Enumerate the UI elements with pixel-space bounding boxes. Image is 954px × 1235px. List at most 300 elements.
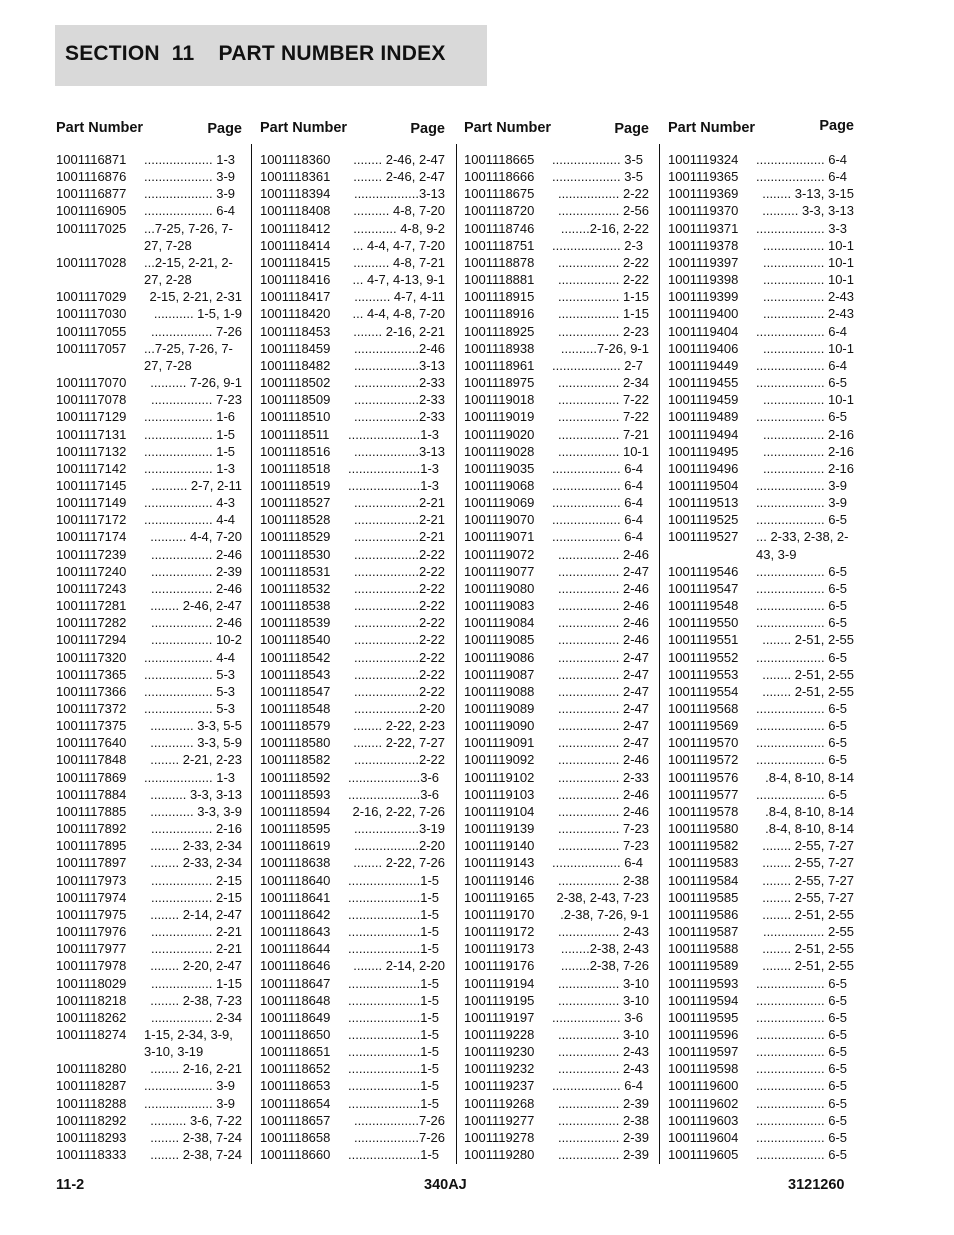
- index-entry: [668, 854, 854, 871]
- index-entry: [668, 288, 854, 305]
- page-reference: ................. 7-22: [557, 392, 649, 408]
- page-reference: ................. 2-46: [557, 803, 649, 819]
- page-reference: ................... 3-9: [144, 186, 236, 202]
- index-entry: [668, 717, 854, 734]
- page-reference: ................. 2-47: [557, 666, 649, 682]
- part-number: 1001119404: [668, 323, 739, 339]
- page-reference: ................... 3-6: [552, 1009, 644, 1025]
- page-reference: ........ 2-20, 2-47: [150, 958, 242, 974]
- part-number: 1001117145: [56, 477, 127, 493]
- page-reference: .......... 2-7, 2-11: [151, 477, 242, 493]
- part-number: 1001119513: [668, 495, 739, 511]
- index-entry: [56, 1129, 242, 1146]
- index-entry: [56, 992, 242, 1009]
- page-reference: ... 4-7, 4-13, 9-1: [352, 272, 445, 288]
- part-number: 1001117365: [56, 666, 127, 682]
- index-entry: [260, 786, 445, 803]
- part-number: 1001119146: [464, 872, 535, 888]
- page-reference: ................... 4-4: [144, 512, 236, 528]
- part-number: 1001118360: [260, 152, 331, 167]
- part-number: 1001117057: [56, 340, 127, 356]
- page-reference: ................. 2-39: [557, 1095, 649, 1111]
- part-number: 1001119554: [668, 683, 739, 699]
- entry-list: [668, 151, 854, 1163]
- index-entry: [260, 151, 445, 168]
- page-reference: ................... 6-4: [552, 477, 644, 493]
- page-reference: ................. 2-43: [557, 1061, 649, 1077]
- page-reference: ................... 6-5: [756, 718, 848, 734]
- index-entry: [464, 769, 649, 786]
- part-number: 1001118333: [56, 1147, 127, 1163]
- part-number: 1001118287: [56, 1078, 127, 1094]
- part-number: 1001118720: [464, 203, 535, 219]
- part-number: 1001119084: [464, 615, 535, 631]
- index-entry: [668, 751, 854, 768]
- page-reference: ................. 10-1: [762, 272, 854, 288]
- part-number: 1001119088: [464, 683, 535, 699]
- index-entry: [56, 1146, 242, 1163]
- index-entry: [668, 494, 854, 511]
- page-reference: ..................2-20: [353, 838, 445, 854]
- page-reference: ....................1-5: [348, 1095, 440, 1111]
- part-number: 1001118280: [56, 1061, 127, 1077]
- part-number: 1001119087: [464, 666, 535, 682]
- index-entry: [668, 580, 854, 597]
- part-number: 1001119603: [668, 1112, 739, 1128]
- part-number: 1001119594: [668, 992, 739, 1008]
- part-number: 1001119597: [668, 1044, 739, 1060]
- index-entry: [260, 1009, 445, 1026]
- part-number: 1001119596: [668, 1026, 739, 1042]
- index-entry: [464, 872, 649, 889]
- page-reference: .......... 3-6, 7-22: [150, 1112, 242, 1128]
- part-number: 1001119195: [464, 992, 535, 1008]
- part-number: 1001117375: [56, 718, 127, 734]
- index-entry: [260, 185, 445, 202]
- page-reference: ....................1-5: [348, 889, 440, 905]
- index-entry: [56, 443, 242, 460]
- page-reference: ................... 6-5: [756, 786, 848, 802]
- part-number: 1001117025: [56, 220, 127, 236]
- page-reference: ................... 1-6: [144, 409, 236, 425]
- index-entry: [260, 803, 445, 820]
- index-entry: [668, 700, 854, 717]
- index-entry: [668, 1095, 854, 1112]
- index-entry: [260, 872, 445, 889]
- page-reference: ................. 1-15: [150, 975, 242, 991]
- part-number: 1001117869: [56, 769, 127, 785]
- part-number: 1001119587: [668, 924, 739, 940]
- index-entry: [464, 940, 649, 957]
- part-number: 1001117372: [56, 701, 127, 716]
- header-part-number: Part Number: [56, 120, 144, 136]
- part-number: 1001117892: [56, 821, 127, 837]
- index-entry: [668, 443, 854, 460]
- page-reference: ..................2-21: [353, 512, 445, 528]
- page-reference: ................. 2-38: [557, 872, 649, 888]
- part-number: 1001119578: [668, 803, 739, 819]
- page-reference: ................. 2-46: [557, 580, 649, 596]
- part-number: 1001119370: [668, 203, 739, 219]
- part-number: 1001119092: [464, 752, 535, 768]
- index-entry: [668, 649, 854, 666]
- index-entry: [464, 511, 649, 528]
- part-number: 1001117895: [56, 838, 127, 854]
- index-entry: [668, 323, 854, 340]
- page-reference: ..................3-19: [353, 821, 445, 837]
- part-number: 1001119280: [464, 1147, 535, 1163]
- page-reference: ................... 1-3: [144, 460, 236, 476]
- page-reference: 2-38, 2-43, 7-23: [556, 889, 649, 905]
- index-entry: [668, 254, 854, 271]
- index-entry: [56, 151, 242, 168]
- part-number: 1001118666: [464, 169, 535, 185]
- page-reference: ................... 6-5: [756, 375, 848, 391]
- index-entry: [56, 614, 242, 631]
- page-reference: ................... 6-5: [756, 1044, 848, 1060]
- index-entry: [464, 254, 649, 271]
- page-reference: ................. 2-47: [557, 649, 649, 665]
- part-number: 1001118502: [260, 375, 331, 391]
- part-number: 1001119406: [668, 340, 739, 356]
- index-entry: [260, 854, 445, 871]
- page-reference: ... 4-4, 4-8, 7-20: [352, 306, 445, 322]
- index-entry: [260, 288, 445, 305]
- part-number: 1001119400: [668, 306, 739, 322]
- index-entry: [668, 237, 854, 254]
- index-entry: [56, 185, 242, 202]
- page-reference: .2-38, 7-26, 9-1: [560, 906, 649, 922]
- page-reference: ........ 2-16, 2-21: [353, 323, 445, 339]
- part-number: 1001116876: [56, 169, 127, 185]
- index-entry: [464, 185, 649, 202]
- index-entry: [464, 202, 649, 219]
- part-number: 1001119398: [668, 272, 739, 288]
- page-reference: ....................1-5: [348, 975, 440, 991]
- index-entry: [56, 734, 242, 751]
- footer-model: 340AJ: [424, 1177, 467, 1193]
- page-reference: ................... 6-5: [756, 598, 848, 614]
- page-reference: ....................1-3: [348, 460, 440, 476]
- index-entry: [56, 340, 242, 374]
- index-entry: [260, 408, 445, 425]
- index-entry: [668, 957, 854, 974]
- part-number: 1001118361: [260, 169, 331, 185]
- page-reference: .8-4, 8-10, 8-14: [765, 803, 854, 819]
- part-number: 1001119583: [668, 855, 739, 871]
- index-entry: [260, 580, 445, 597]
- part-number: 1001118579: [260, 718, 331, 734]
- index-entry: [668, 1077, 854, 1094]
- part-number: 1001118547: [260, 683, 331, 699]
- page-reference: ........ 2-33, 2-34: [150, 855, 242, 871]
- column-header: [464, 118, 649, 151]
- page-reference: ................... 2-3: [552, 237, 644, 253]
- index-entry: [260, 511, 445, 528]
- page-reference: ................. 7-22: [557, 409, 649, 425]
- page-reference: ................. 2-46: [150, 580, 242, 596]
- index-entry: [56, 426, 242, 443]
- index-entry: [464, 391, 649, 408]
- part-number: 1001119600: [668, 1078, 739, 1094]
- part-number: 1001119569: [668, 718, 739, 734]
- page-reference: ................. 7-23: [150, 392, 242, 408]
- index-entry: [668, 271, 854, 288]
- page-reference: .8-4, 8-10, 8-14: [765, 769, 854, 785]
- part-number: 1001118648: [260, 992, 331, 1008]
- part-number: 1001118595: [260, 821, 331, 837]
- part-number: 1001118529: [260, 529, 331, 545]
- page-reference: ................. 10-1: [762, 392, 854, 408]
- part-number: 1001118528: [260, 512, 331, 528]
- index-entry: [56, 323, 242, 340]
- part-number: 1001118293: [56, 1129, 127, 1145]
- part-number: 1001119527: [668, 529, 739, 545]
- page-reference: ................. 10-1: [762, 340, 854, 356]
- part-number: 1001118675: [464, 186, 535, 202]
- page-reference: ................. 2-39: [150, 563, 242, 579]
- page-reference: ........ 2-22, 7-26: [353, 855, 445, 871]
- page-reference: ................. 2-43: [557, 924, 649, 940]
- page-reference: ................. 7-26: [150, 323, 242, 339]
- index-entry: [260, 666, 445, 683]
- index-entry: [668, 975, 854, 992]
- index-entry: [668, 803, 854, 820]
- part-number: 1001118881: [464, 272, 535, 288]
- part-number: 1001119080: [464, 580, 535, 596]
- part-number: 1001119449: [668, 357, 739, 373]
- index-entry: [56, 1095, 242, 1112]
- part-number: 1001117973: [56, 872, 127, 888]
- part-number: 1001119525: [668, 512, 739, 528]
- index-entry: [464, 1009, 649, 1026]
- index-entry: [668, 151, 854, 168]
- column-header: [56, 118, 242, 151]
- part-number: 1001119176: [464, 958, 535, 974]
- part-number: 1001117240: [56, 563, 127, 579]
- index-entry: [464, 837, 649, 854]
- index-entry: [668, 769, 854, 786]
- index-entry: [668, 992, 854, 1009]
- index-entry: [668, 1060, 854, 1077]
- page-reference: .......... 4-8, 7-20: [353, 203, 445, 219]
- part-number: 1001119365: [668, 169, 739, 185]
- page-reference: ................. 3-10: [557, 1026, 649, 1042]
- index-entry: [464, 288, 649, 305]
- page-reference: ........ 2-16, 2-21: [150, 1061, 242, 1077]
- page-reference: ................... 6-5: [756, 563, 848, 579]
- column-header: [668, 118, 854, 151]
- page-reference: ................... 3-9: [144, 1078, 236, 1094]
- index-entry: [260, 460, 445, 477]
- page-reference: ................... 3-5: [552, 152, 644, 167]
- column-divider: [251, 144, 252, 1164]
- part-number: 1001118647: [260, 975, 331, 991]
- part-number: 1001118746: [464, 220, 535, 236]
- page-reference: ........ 2-46, 2-47: [353, 152, 445, 167]
- page-reference: ..................2-33: [353, 409, 445, 425]
- part-number: 1001118510: [260, 409, 331, 425]
- page-reference: ................. 2-43: [557, 1044, 649, 1060]
- part-number: 1001119584: [668, 872, 739, 888]
- footer-page-number: 11-2: [56, 1177, 85, 1193]
- part-number: 1001117131: [56, 426, 127, 442]
- part-number: 1001117897: [56, 855, 127, 871]
- index-entry: [260, 700, 445, 717]
- index-entry: [668, 597, 854, 614]
- part-number: 1001119237: [464, 1078, 535, 1094]
- part-number: 1001119397: [668, 254, 739, 270]
- index-entry: [464, 1129, 649, 1146]
- index-entry: [56, 1026, 242, 1060]
- header-part-number: Part Number: [464, 120, 552, 136]
- index-entry: [260, 1043, 445, 1060]
- index-entry: [464, 957, 649, 974]
- part-number: 1001119586: [668, 906, 739, 922]
- index-entry: [260, 443, 445, 460]
- index-entry: [668, 477, 854, 494]
- page-reference: ................... 6-5: [756, 615, 848, 631]
- index-entry: [260, 323, 445, 340]
- page-reference: ..................2-21: [353, 495, 445, 511]
- part-number: 1001119086: [464, 649, 535, 665]
- part-number: 1001117174: [56, 529, 127, 545]
- part-number: 1001117885: [56, 803, 127, 819]
- part-number: 1001118288: [56, 1095, 127, 1111]
- part-number: 1001118482: [260, 357, 331, 373]
- part-number: 1001118262: [56, 1009, 127, 1025]
- index-entry: [464, 1146, 649, 1163]
- part-number: 1001118218: [56, 992, 127, 1008]
- part-number: 1001118519: [260, 477, 331, 493]
- part-number: 1001118660: [260, 1147, 331, 1163]
- part-number: 1001119172: [464, 924, 535, 940]
- page-reference: ................. 2-22: [557, 272, 649, 288]
- page-reference: ................... 6-5: [756, 1026, 848, 1042]
- index-entry: [260, 614, 445, 631]
- part-number: 1001119585: [668, 889, 739, 905]
- part-number: 1001119547: [668, 580, 739, 596]
- page-reference: ................. 2-46: [150, 546, 242, 562]
- index-entry: [56, 220, 242, 254]
- page-reference: ........ 2-38, 7-24: [150, 1129, 242, 1145]
- index-entry: [668, 683, 854, 700]
- part-number: 1001118643: [260, 924, 331, 940]
- page-reference: ................... 1-3: [144, 152, 236, 167]
- page-reference: ................... 1-3: [144, 769, 236, 785]
- index-entry: [464, 374, 649, 391]
- part-number: 1001119232: [464, 1061, 535, 1077]
- part-number: 1001119143: [464, 855, 535, 871]
- page-reference: ..................2-22: [353, 683, 445, 699]
- page-reference: ....................1-5: [348, 906, 440, 922]
- index-entry: [260, 631, 445, 648]
- index-entry: [464, 992, 649, 1009]
- page-reference: ................. 2-46: [557, 598, 649, 614]
- index-entry: [56, 854, 242, 871]
- part-number: 1001119090: [464, 718, 535, 734]
- page-reference: ........ 2-55, 7-27: [762, 889, 854, 905]
- index-entry: [464, 426, 649, 443]
- part-number: 1001118915: [464, 289, 535, 305]
- part-number: 1001119028: [464, 443, 535, 459]
- page-reference: ................... 1-5: [144, 443, 236, 459]
- index-entry: [464, 923, 649, 940]
- index-entry: [260, 751, 445, 768]
- index-entry: [464, 477, 649, 494]
- index-entry: [464, 443, 649, 460]
- header-part-number: Part Number: [260, 120, 348, 136]
- page-reference: ..................2-20: [353, 701, 445, 716]
- index-entry: [56, 1112, 242, 1129]
- page-reference: ................... 6-5: [756, 975, 848, 991]
- page-reference: ............ 3-3, 5-5: [150, 718, 242, 734]
- index-entry: [668, 614, 854, 631]
- index-entry: [668, 906, 854, 923]
- page-reference: 2-15, 2-21, 2-31: [149, 289, 242, 305]
- index-entry: [260, 220, 445, 237]
- index-entry: [464, 803, 649, 820]
- page-reference: ....................1-3: [348, 477, 440, 493]
- index-entry: [56, 906, 242, 923]
- part-number: 1001118518: [260, 460, 331, 476]
- page-reference: ................. 2-46: [557, 752, 649, 768]
- page-reference: ..................2-22: [353, 752, 445, 768]
- page-reference: ........... 1-5, 1-9: [153, 306, 242, 322]
- part-number: 1001119589: [668, 958, 739, 974]
- index-entry: [56, 597, 242, 614]
- part-number: 1001119072: [464, 546, 535, 562]
- part-number: 1001118640: [260, 872, 331, 888]
- index-entry: [260, 340, 445, 357]
- part-number: 1001118654: [260, 1095, 331, 1111]
- part-number: 1001118592: [260, 769, 331, 785]
- page-reference: ................. 2-16: [150, 821, 242, 837]
- page-reference: ................... 6-4: [756, 323, 848, 339]
- part-number: 1001118751: [464, 237, 535, 253]
- part-number: 1001117132: [56, 443, 127, 459]
- part-number: 1001117974: [56, 889, 127, 905]
- page-reference: ................. 2-21: [150, 924, 242, 940]
- index-entry: [464, 580, 649, 597]
- page-reference: ................. 2-46: [557, 546, 649, 562]
- part-number: 1001119399: [668, 289, 739, 305]
- page-reference: ....................1-5: [348, 1026, 440, 1042]
- index-entry: [668, 511, 854, 528]
- index-entry: [260, 168, 445, 185]
- page-reference: ................. 2-47: [557, 718, 649, 734]
- index-column-2: [260, 118, 445, 1163]
- page-reference: ................... 1-5: [144, 426, 236, 442]
- part-number: 1001118638: [260, 855, 331, 871]
- part-number: 1001118548: [260, 701, 331, 716]
- page-reference: ................. 3-10: [557, 992, 649, 1008]
- part-number: 1001119548: [668, 598, 739, 614]
- index-entry: [56, 889, 242, 906]
- page-reference: ........ 2-55, 7-27: [762, 872, 854, 888]
- part-number: 1001118509: [260, 392, 331, 408]
- part-number: 1001118394: [260, 186, 331, 202]
- part-number: 1001119085: [464, 632, 535, 648]
- page-reference: ................... 2-7: [552, 357, 644, 373]
- page-reference: ................... 6-5: [756, 701, 848, 716]
- part-number: 1001118619: [260, 838, 331, 854]
- index-entry: [668, 426, 854, 443]
- index-entry: [464, 1060, 649, 1077]
- index-entry: [260, 1060, 445, 1077]
- index-entry: [464, 820, 649, 837]
- header-page: Page: [410, 121, 445, 137]
